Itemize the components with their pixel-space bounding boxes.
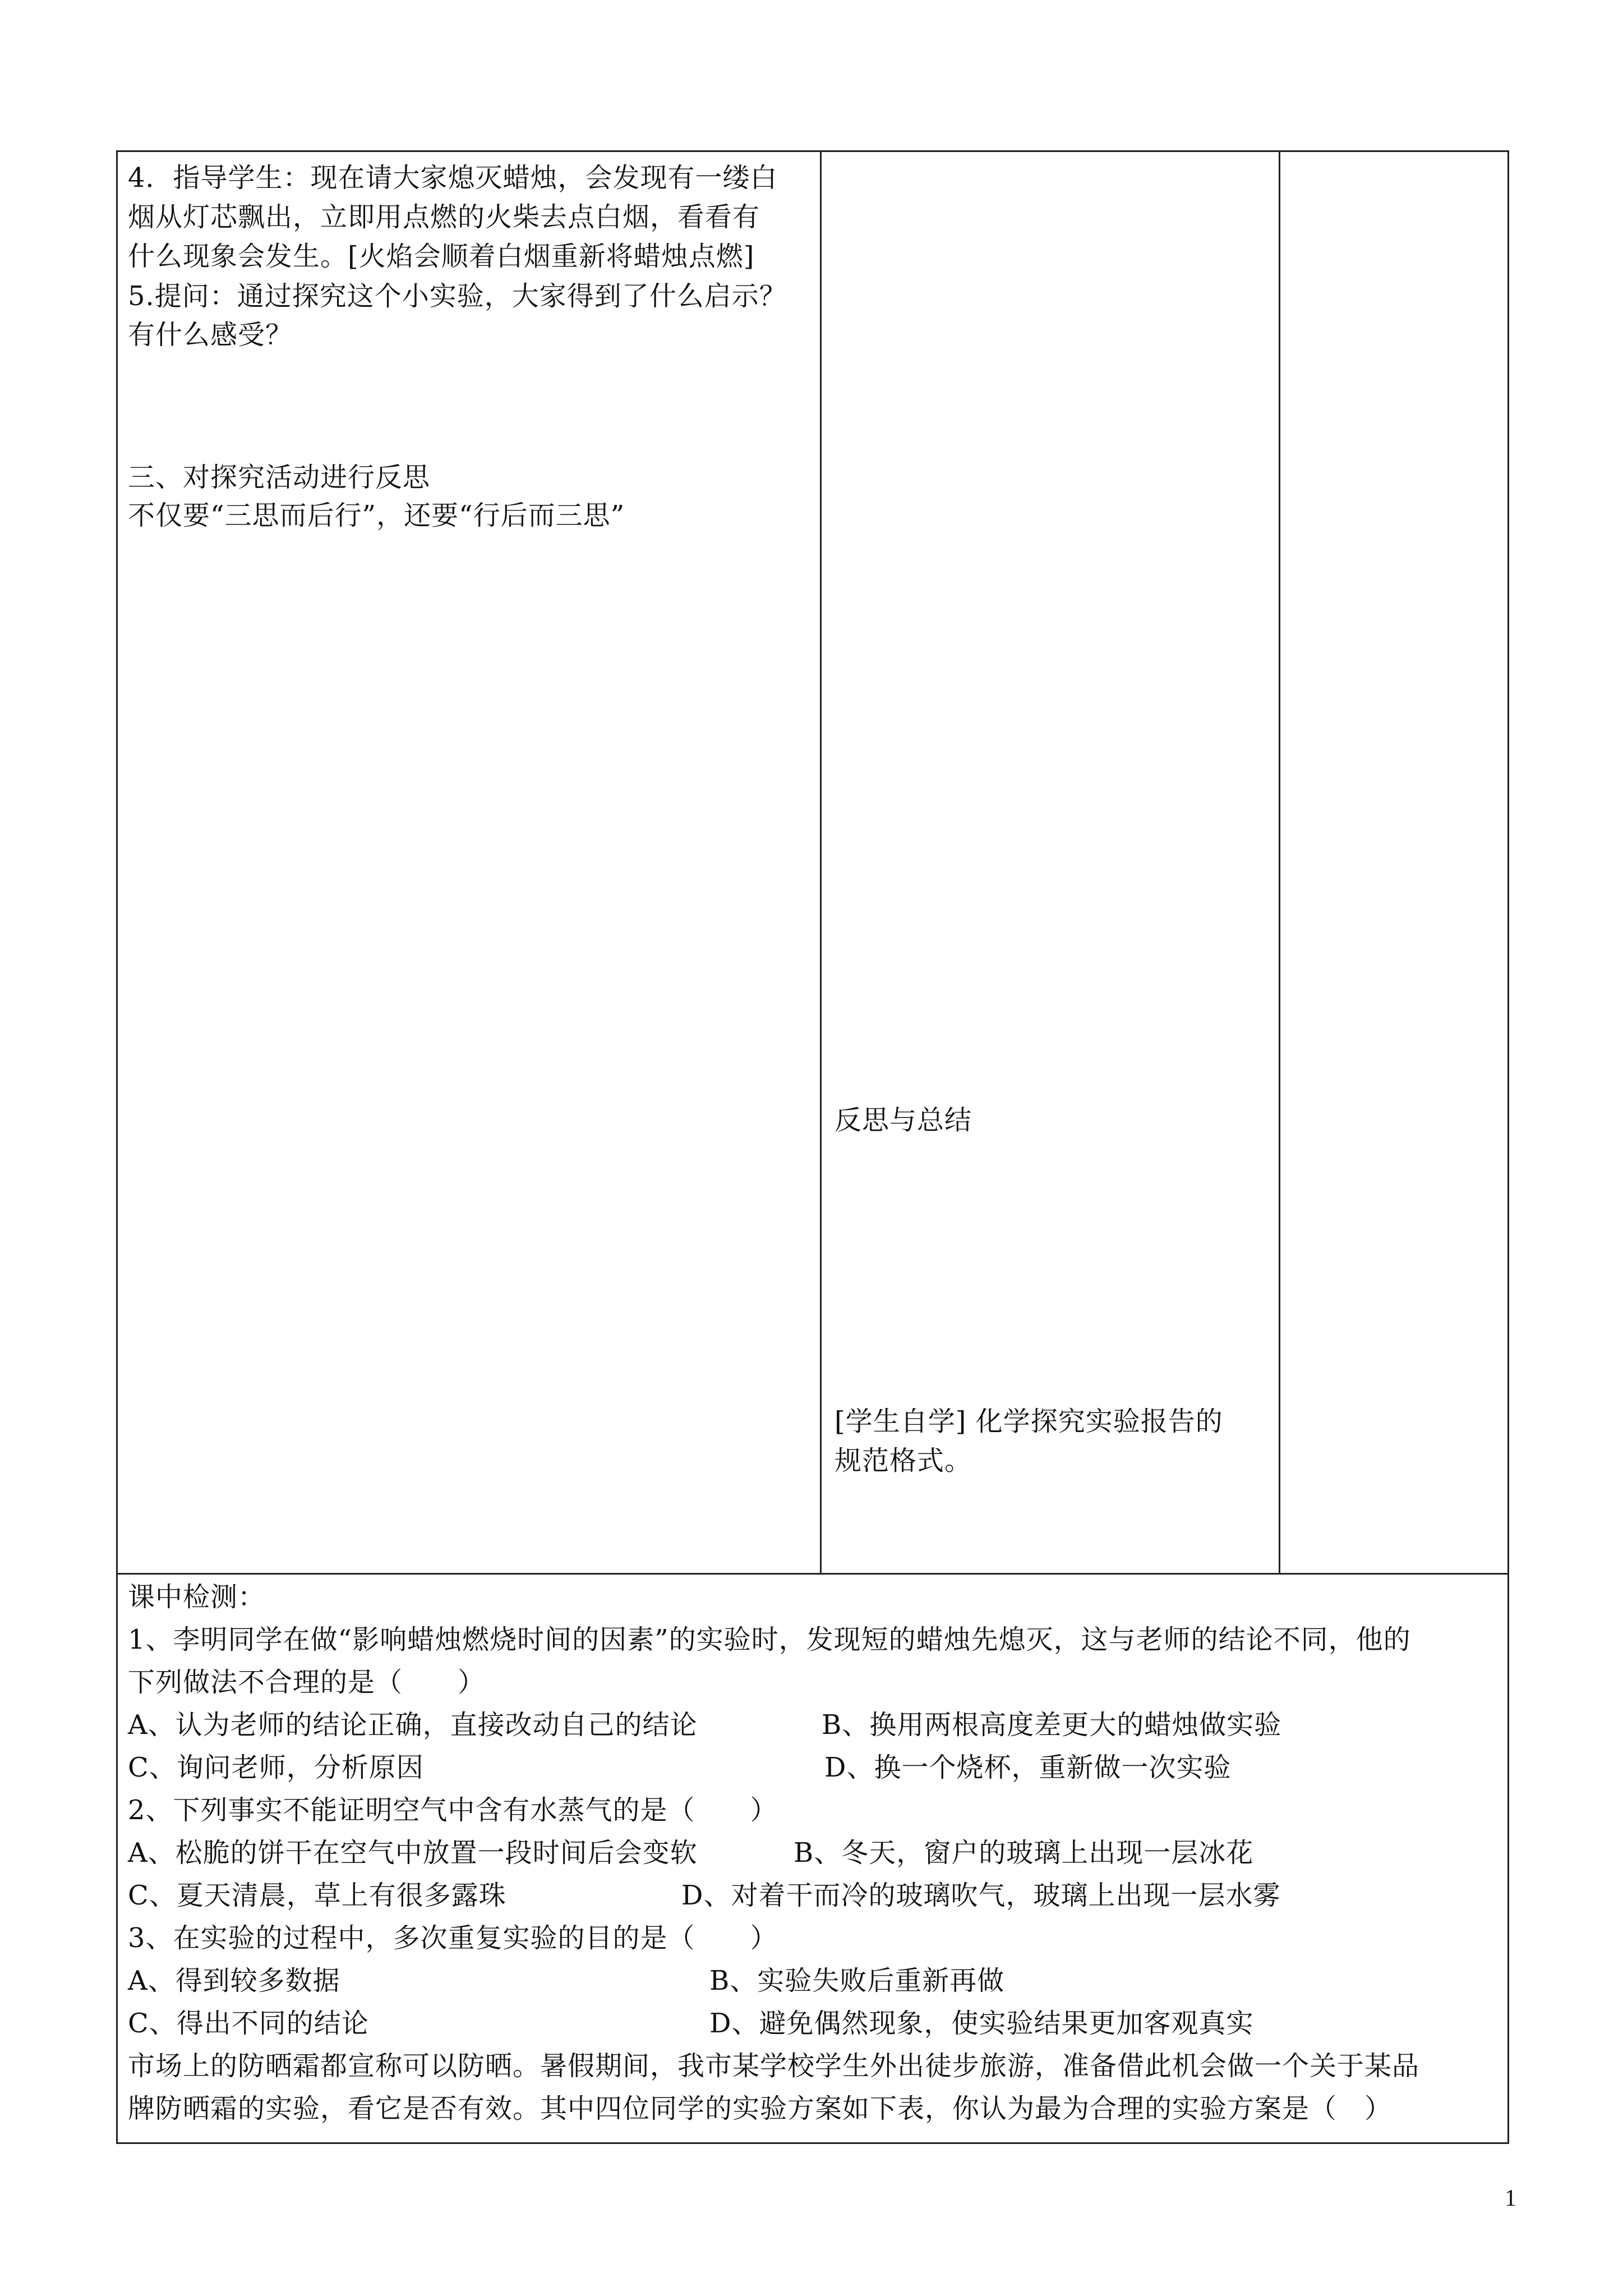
question-4-stem: 市场上的防晒霜都宣称可以防晒。暑假期间，我市某学校学生外出徒步旅游，准备借此机会做一个关于某品: [128, 2050, 1420, 2082]
question-3-stem: 3、在实验的过程中，多次重复实验的目的是（ ）: [128, 1922, 778, 1954]
q1-option-b: B、换用两根高度差更大的蜡烛做实验: [822, 1709, 1282, 1741]
table-border-bottom: [116, 2142, 1509, 2144]
q2-option-b: B、冬天，窗户的玻璃上出现一层冰花: [794, 1837, 1254, 1869]
table-border-top: [116, 150, 1509, 152]
table-border-right: [1507, 150, 1509, 2144]
self-study-line: 规范格式。: [834, 1445, 972, 1476]
q3-option-a: A、得到较多数据: [128, 1965, 340, 1996]
q2-option-c: C、夏天清晨，草上有很多露珠: [128, 1880, 506, 1911]
question-1-stem: 下列做法不合理的是（ ）: [128, 1667, 486, 1698]
q2-option-d: D、对着干而冷的玻璃吹气，玻璃上出现一层水雾: [681, 1880, 1281, 1911]
teaching-step-line: 4．指导学生：现在请大家熄灭蜡烛，会发现有一缕白: [128, 162, 778, 194]
question-2-stem: 2、下列事实不能证明空气中含有水蒸气的是（ ）: [128, 1795, 778, 1826]
section-title: 三、对探究活动进行反思: [128, 462, 431, 493]
question-4-stem: 牌防晒霜的实验，看它是否有效。其中四位同学的实验方案如下表，你认为最为合理的实验方案是（ ）: [128, 2093, 1393, 2124]
teaching-step-line: 有什么感受？: [128, 319, 293, 351]
q3-option-c: C、得出不同的结论: [128, 2008, 369, 2039]
teaching-step-line: 5.提问：通过探究这个小实验，大家得到了什么启示？: [128, 280, 787, 312]
teaching-step-line: 什么现象会发生。[火焰会顺着白烟重新将蜡烛点燃]: [128, 241, 755, 272]
q3-option-d: D、避免偶然现象，使实验结果更加客观真实: [709, 2008, 1254, 2039]
column-divider-1: [820, 150, 822, 1575]
teaching-step-line: 烟从灯芯飘出，立即用点燃的火柴去点白烟，看看有: [128, 201, 760, 233]
q2-option-a: A、松脆的饼干在空气中放置一段时间后会变软: [128, 1837, 698, 1869]
column-divider-2: [1279, 150, 1280, 1575]
q1-option-c: C、询问老师，分析原因: [128, 1752, 424, 1783]
reflection-label: 反思与总结: [834, 1105, 972, 1136]
self-study-line: [学生自学] 化学探究实验报告的: [834, 1406, 1223, 1437]
table-border-left: [116, 150, 118, 2144]
question-1-stem: 1、李明同学在做“影响蜡烛燃烧时间的因素”的实验时，发现短的蜡烛先熄灭，这与老师的结论不同，他的: [128, 1624, 1411, 1655]
page-number: 1: [1505, 2185, 1516, 2211]
q1-option-a: A、认为老师的结论正确，直接改动自己的结论: [128, 1709, 698, 1741]
table-row-divider: [116, 1573, 1509, 1575]
q3-option-b: B、实验失败后重新再做: [709, 1965, 1005, 1996]
section-text: 不仅要“三思而后行”，还要“行后而三思”: [128, 500, 625, 531]
test-heading: 课中检测：: [128, 1581, 266, 1613]
q1-option-d: D、换一个烧杯，重新做一次实验: [824, 1752, 1232, 1783]
